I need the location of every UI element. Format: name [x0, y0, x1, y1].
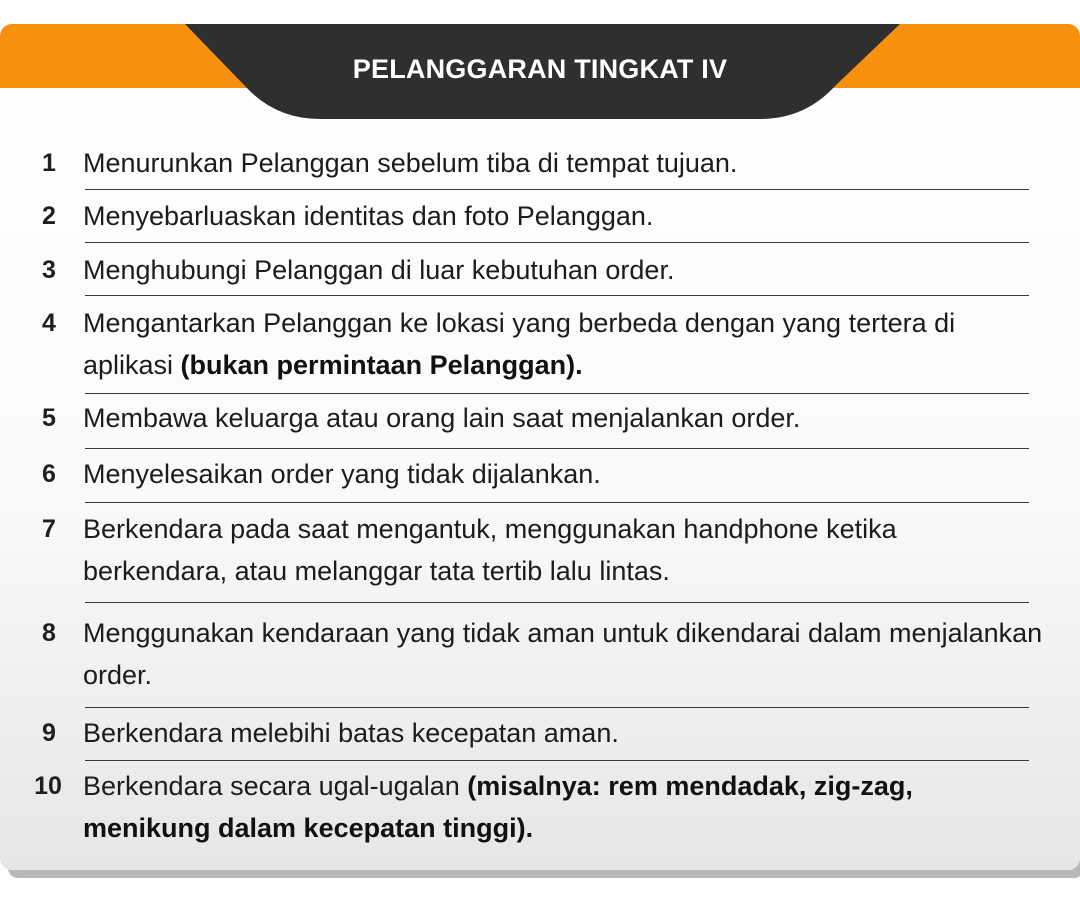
item-text: Menggunakan kendaraan yang tidak aman untuk dikendarai dalam menjalankan order.: [83, 618, 1043, 690]
divider: [85, 502, 1029, 503]
divider: [85, 295, 1029, 296]
item-text: Menurunkan Pelanggan sebelum tiba di tempat tujuan.: [83, 148, 738, 178]
item-number: 4: [42, 309, 56, 337]
item-text: Menghubungi Pelanggan di luar kebutuhan order.: [83, 255, 675, 285]
item-number: 8: [42, 619, 56, 647]
item-text: Berkendara secara ugal-ugalan (misalnya: rem mendadak, zig-zag, menikung dalam kecepatan tinggi).: [83, 771, 913, 843]
page-title: PELANGGARAN TINGKAT IV: [352, 54, 728, 84]
divider: [85, 242, 1029, 243]
item-number: 7: [42, 515, 56, 543]
item-number: 5: [42, 404, 56, 432]
divider: [85, 393, 1029, 394]
item-number: 9: [42, 719, 56, 747]
divider: [85, 189, 1029, 190]
item-number: 10: [34, 772, 62, 800]
item-text: Menyelesaikan order yang tidak dijalankan.: [83, 459, 601, 489]
divider: [85, 707, 1029, 708]
item-text: Mengantarkan Pelanggan ke lokasi yang berbeda dengan yang tertera di aplikasi (bukan permintaan Pelanggan).: [83, 308, 956, 380]
item-number: 2: [42, 202, 56, 230]
item-text: Berkendara pada saat mengantuk, menggunakan handphone ketika berkendara, atau melanggar tata tertib lalu lintas.: [83, 514, 897, 586]
violation-card: [0, 24, 1080, 870]
divider: [85, 760, 1029, 761]
item-text: Membawa keluarga atau orang lain saat menjalankan order.: [83, 403, 801, 433]
item-number: 1: [42, 149, 56, 177]
item-number: 3: [42, 256, 56, 284]
divider: [85, 448, 1029, 449]
item-text: Menyebarluaskan identitas dan foto Pelanggan.: [83, 201, 654, 231]
divider: [85, 602, 1029, 603]
item-text: Berkendara melebihi batas kecepatan aman.: [83, 718, 619, 748]
item-number: 6: [42, 460, 56, 488]
